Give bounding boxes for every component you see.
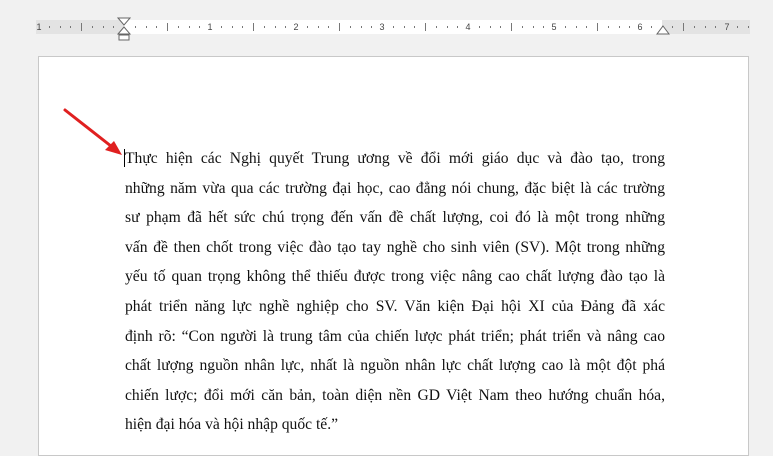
- paragraph-line: phát triển năng lực nghề nghiệp cho SV. Văn kiện Đại hội XI của Đảng đã xác: [125, 297, 665, 315]
- document-paragraph[interactable]: [125, 144, 665, 440]
- ruler-tick: [242, 26, 243, 28]
- ruler-tick: [533, 26, 534, 28]
- ruler-tick: [81, 23, 82, 31]
- paragraph-line: yếu tố quan trọng không thể thiếu được trong việc nâng cao chất lượng đào tạo là: [125, 268, 665, 286]
- ruler-tick: [339, 23, 340, 31]
- ruler-tick: [683, 23, 684, 31]
- ruler-tick: [608, 26, 609, 28]
- ruler-tick: [565, 26, 566, 28]
- ruler-tick: [393, 26, 394, 28]
- ruler-tick: [404, 26, 405, 28]
- paragraph-line: những năm vừa qua các trường đại học, cao đẳng nói chung, đặc biệt là các trường: [125, 179, 665, 197]
- ruler-label: 1: [36, 22, 42, 32]
- ruler-tick: [576, 26, 577, 28]
- horizontal-ruler[interactable]: [0, 0, 773, 40]
- ruler-tick: [135, 26, 136, 28]
- ruler-tick: [694, 26, 695, 28]
- ruler-tick: [651, 26, 652, 28]
- ruler-tick: [221, 26, 222, 28]
- ruler-label: 6: [637, 22, 643, 32]
- ruler-tick: [49, 26, 50, 28]
- ruler-tick: [672, 26, 673, 28]
- ruler-tick: [328, 26, 329, 28]
- text-cursor: [124, 149, 125, 167]
- ruler-tick: [500, 26, 501, 28]
- paragraph-line: vấn đề then chốt trong việc đào tạo tay nghề cho sinh viên (SV). Một trong những: [125, 238, 665, 256]
- paragraph-line: chiến lược; đổi mới căn bản, toàn diện nền GD Việt Nam theo hướng chuẩn hóa,: [125, 386, 665, 404]
- ruler-tick: [285, 26, 286, 28]
- ruler-tick: [586, 26, 587, 28]
- paragraph-line: hiện đại hóa và hội nhập quốc tế.”: [125, 416, 339, 434]
- ruler-label: 3: [379, 22, 385, 32]
- ruler-tick: [522, 26, 523, 28]
- red-arrow-icon: [62, 106, 124, 158]
- ruler-label: 5: [551, 22, 557, 32]
- ruler-tick: [457, 26, 458, 28]
- ruler-tick: [232, 26, 233, 28]
- ruler-tick: [199, 26, 200, 28]
- ruler-tick: [307, 26, 308, 28]
- ruler-tick: [737, 26, 738, 28]
- ruler-tick: [479, 26, 480, 28]
- ruler-tick: [264, 26, 265, 28]
- ruler-tick: [156, 26, 157, 28]
- ruler-tick: [189, 26, 190, 28]
- ruler-tick: [178, 26, 179, 28]
- paragraph-line: định rõ: “Con người là trung tâm của chiến lược phát triển; phát triển và nâng cao: [125, 327, 665, 345]
- ruler-tick: [511, 23, 512, 31]
- ruler-label: 4: [465, 22, 471, 32]
- ruler-tick: [371, 26, 372, 28]
- paragraph-line: chất lượng nguồn nhân lực, nhất là nguồn nhân lực chất lượng cao là một đột phá: [125, 357, 665, 375]
- ruler-tick: [715, 26, 716, 28]
- ruler-tick: [167, 23, 168, 31]
- ruler-tick: [318, 26, 319, 28]
- ruler-tick: [275, 26, 276, 28]
- ruler-tick: [490, 26, 491, 28]
- ruler-tick: [146, 26, 147, 28]
- ruler-label: 1: [207, 22, 213, 32]
- ruler-tick: [103, 26, 104, 28]
- ruler-tick: [597, 23, 598, 31]
- ruler-label: 2: [293, 22, 299, 32]
- paragraph-line: Thực hiện các Nghị quyết Trung ương về đổi mới giáo dục và đào tạo, trong: [125, 150, 665, 167]
- document-page[interactable]: [38, 56, 749, 456]
- ruler-tick: [92, 26, 93, 28]
- ruler-tick: [748, 26, 749, 28]
- ruler-tick: [113, 26, 114, 28]
- ruler-tick: [619, 26, 620, 28]
- ruler-tick: [253, 23, 254, 31]
- paragraph-line: sư phạm đã hết sức chú trọng đến vấn đề chất lượng, coi đó là một trong những: [125, 209, 665, 227]
- ruler-label: 7: [724, 22, 730, 32]
- ruler-tick: [436, 26, 437, 28]
- ruler-tick: [629, 26, 630, 28]
- ruler-tick: [60, 26, 61, 28]
- indent-marker-icon[interactable]: [117, 17, 131, 41]
- right-indent-marker-icon[interactable]: [656, 25, 670, 37]
- ruler-tick: [447, 26, 448, 28]
- ruler-tick: [414, 26, 415, 28]
- ruler-tick: [350, 26, 351, 28]
- ruler-tick: [425, 23, 426, 31]
- ruler-tick: [361, 26, 362, 28]
- ruler-tick: [543, 26, 544, 28]
- ruler-tick: [705, 26, 706, 28]
- ruler-tick: [70, 26, 71, 28]
